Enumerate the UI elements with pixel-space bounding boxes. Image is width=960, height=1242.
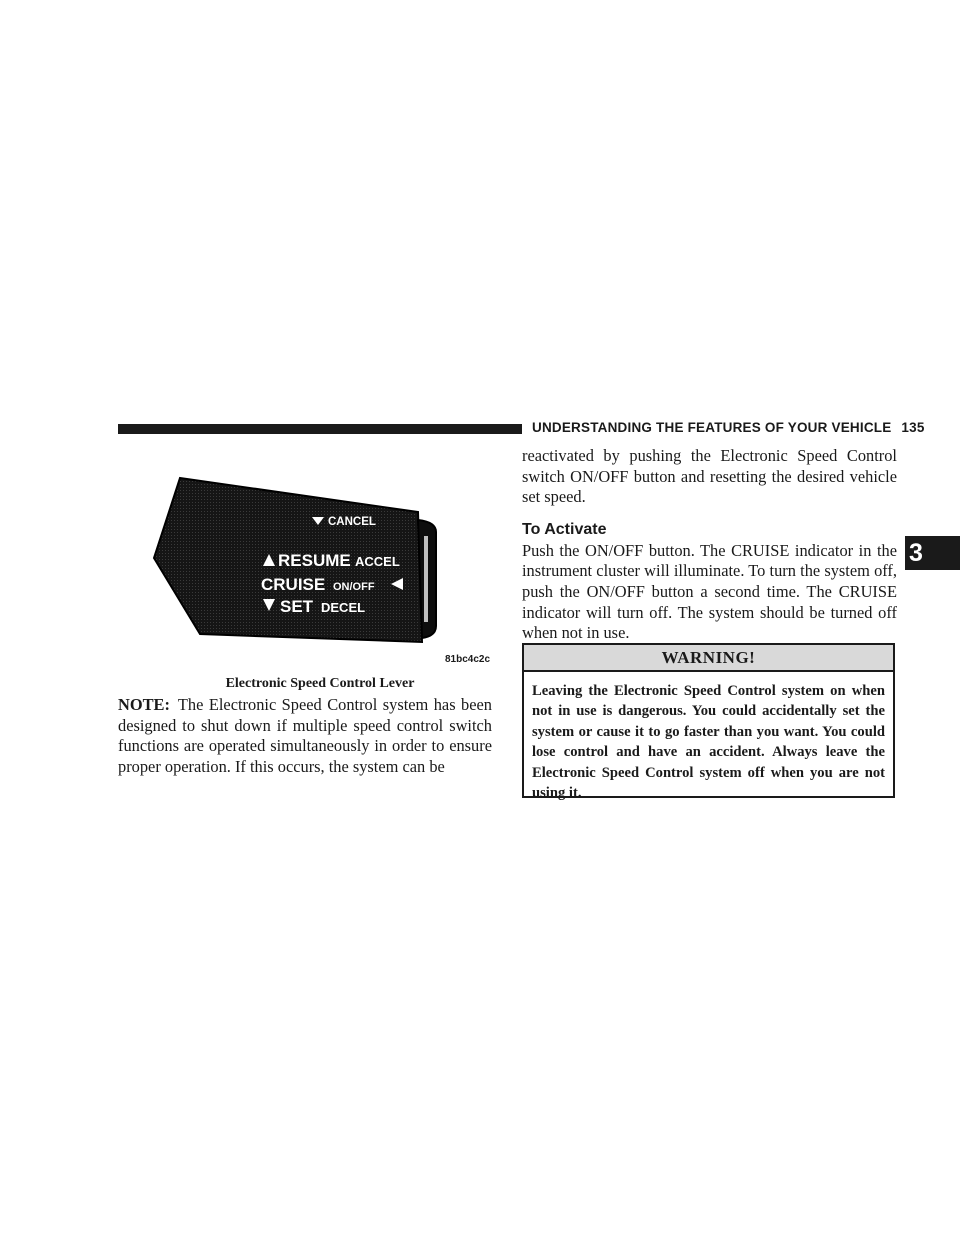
figure-caption: Electronic Speed Control Lever	[225, 676, 415, 691]
page-number: 135	[901, 420, 925, 435]
label-resume: RESUME	[278, 551, 351, 570]
note-section	[118, 695, 492, 777]
speed-control-lever-illustration	[150, 466, 485, 666]
chapter-tab: 3	[905, 536, 960, 570]
label-on-off: ON/OFF	[333, 581, 375, 593]
section-heading-to-activate: To Activate	[522, 520, 607, 538]
warning-text: Leaving the Electronic Speed Control system on when not in use is dangerous. You could accidentally set the system or cause it to go faster than you want. You could lose control and have an accident. Always leave the Electronic Speed Control system off when you are not using it.	[532, 683, 885, 802]
label-cancel: CANCEL	[328, 516, 376, 528]
running-header	[532, 420, 925, 435]
right-column	[522, 446, 897, 644]
note-paragraph	[118, 695, 492, 777]
activate-paragraph: Push the ON/OFF button. The CRUISE indicator in the instrument cluster will illuminate. To turn the system off, push the ON/OFF button a second time. The CRUISE indicator will turn off. The system should be turned off when not in use.	[522, 540, 897, 643]
warning-title: WARNING!	[524, 645, 893, 672]
note-text: The Electronic Speed Control system has been designed to shut down if multiple speed control switch functions are operated simultaneously in order to ensure proper operation. If this occurs, the system can be	[118, 695, 492, 776]
label-decel: DECEL	[321, 600, 366, 615]
continuation-paragraph: reactivated by pushing the Electronic Speed Control switch ON/OFF button and resetting the desired vehicle set speed.	[522, 446, 897, 507]
lever-end-highlight	[424, 536, 428, 622]
label-accel: ACCEL	[355, 554, 400, 569]
label-cruise: CRUISE	[261, 575, 326, 594]
warning-box	[522, 643, 895, 802]
header-rule	[118, 424, 522, 434]
header-title: UNDERSTANDING THE FEATURES OF YOUR VEHICLE	[532, 420, 892, 435]
note-label: NOTE:	[118, 695, 170, 714]
figure-code: 81bc4c2c	[445, 654, 491, 665]
label-set: SET	[280, 597, 314, 616]
